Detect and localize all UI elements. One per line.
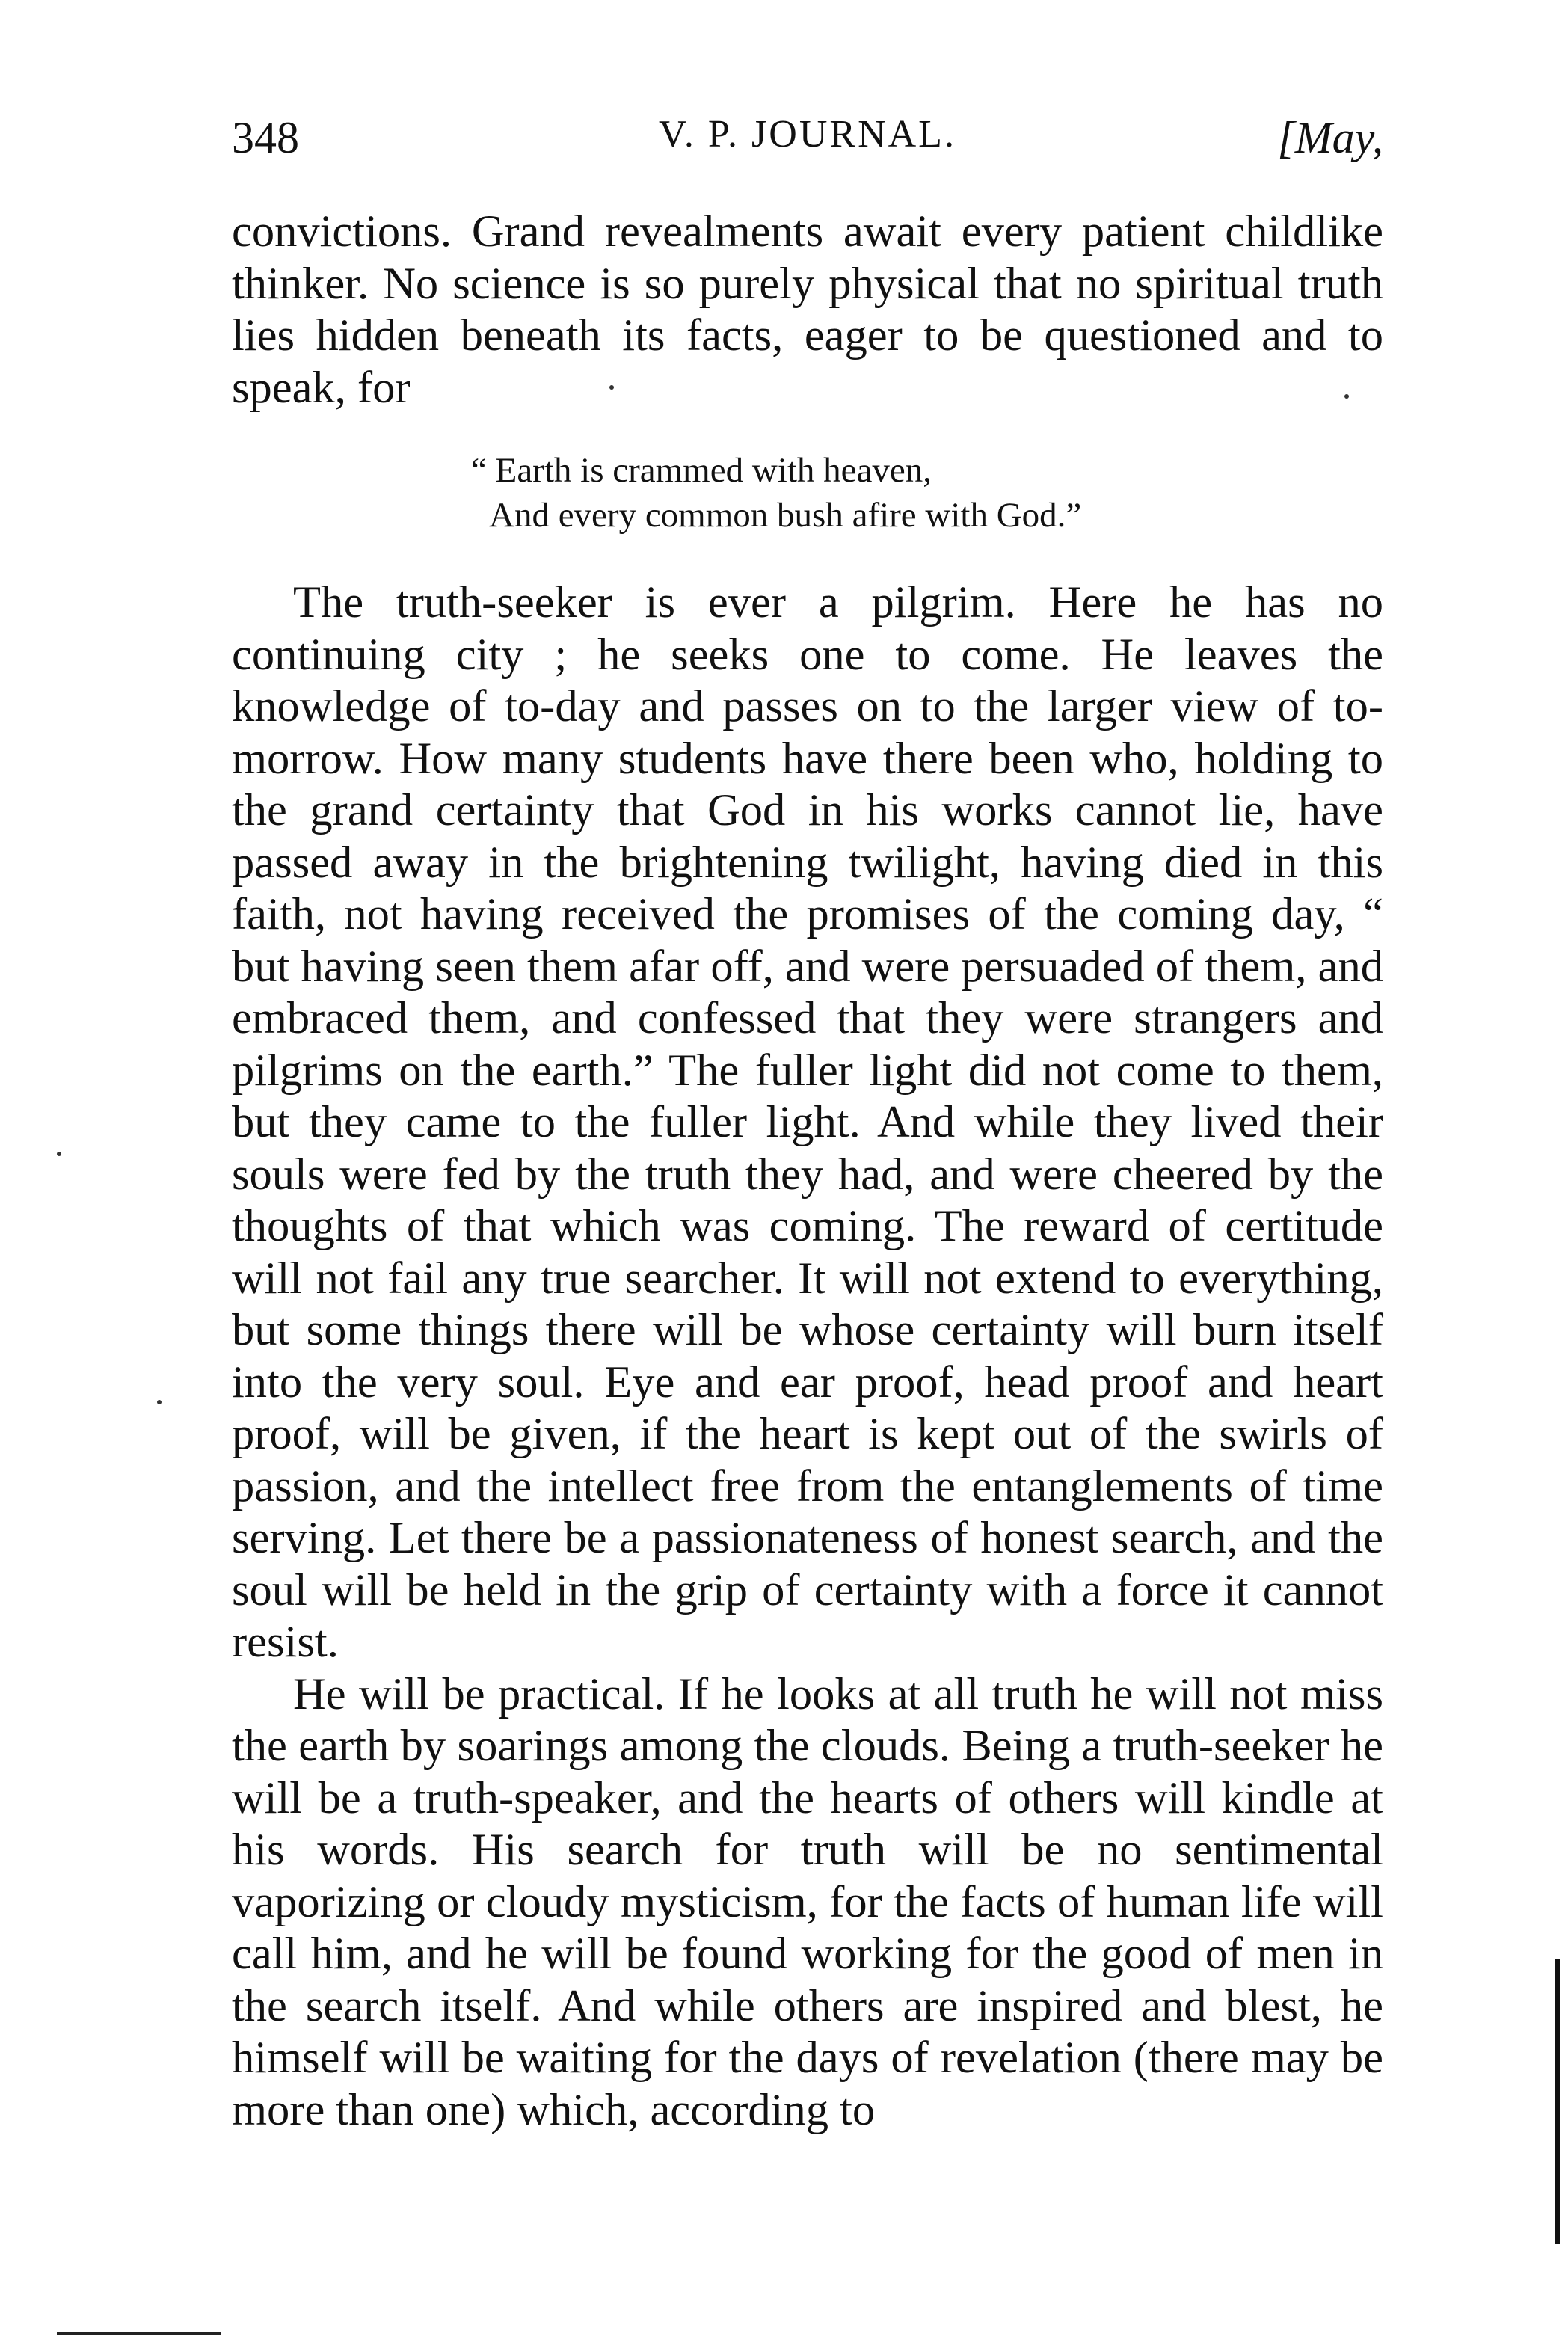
body-text (232, 206, 1383, 2136)
scan-edge-line (1555, 1959, 1560, 2244)
scan-speck (57, 1152, 61, 1156)
scan-speck (157, 1400, 162, 1404)
quote-line-1: “ Earth is crammed with heaven, (471, 451, 932, 490)
paragraph-truth-seeker: The truth-seeker is ever a pilgrim. Here he has no continuing city ; he seeks one to come. He leaves the knowledge of to-day and passes on to the larger view of to-morrow. How many students have there been who, holding to the grand certainty that God in his works cannot lie, have passed away in the brightening twilight, having died in this faith, not having received the promises of the coming day, “ but having seen them afar off, and were persuaded of them, and embraced them, and confessed that they were strangers and pilgrims on the earth.” The fuller light did not come to them, but they came to the fuller light. And while they lived their souls were fed by the truth they had, and were cheered by the thoughts of that which was coming. The reward of certitude will not fail any true searcher. It will not extend to everything, but some things there will be whose certainty will burn itself into the very soul. Eye and ear proof, head proof and heart proof, will be given, if the heart is kept out of the swirls of passion, and the intellect free from the entanglements of time serving. Let there be a passionateness of honest search, and the soul will be held in the grip of certainty with a force it cannot resist. (232, 577, 1383, 1667)
quote-line-2: And every common bush afire with God.” (489, 496, 1082, 535)
issue-month: [May, (1277, 113, 1383, 162)
paragraph-practical: He will be practical. If he looks at all truth he will not miss the earth by soarings among the clouds. Being a truth-seeker he will be a truth-speaker, and the hearts of others will kindle at his words. His search for truth will be no sentimental vaporizing or cloudy mysticism, for the facts of human life will call him, and he will be found working for the good of men in the search itself. And while others are inspired and blest, he himself will be waiting for the days of revelation (there may be more than one) which, according to (232, 1668, 1383, 2135)
scan-speck (609, 385, 614, 390)
verse-quotation (232, 448, 1383, 538)
scan-footer-rule (57, 2332, 221, 2335)
journal-title: V. P. JOURNAL. (659, 113, 956, 156)
running-head (232, 112, 1383, 172)
scan-speck (1344, 394, 1349, 399)
page-number: 348 (232, 113, 299, 162)
paragraph-continued: convictions. Grand revealments await every patient childlike thinker. No science is so purely physical that no spiritual truth lies hidden beneath its facts, eager to be questioned and to speak, for (232, 206, 1383, 413)
